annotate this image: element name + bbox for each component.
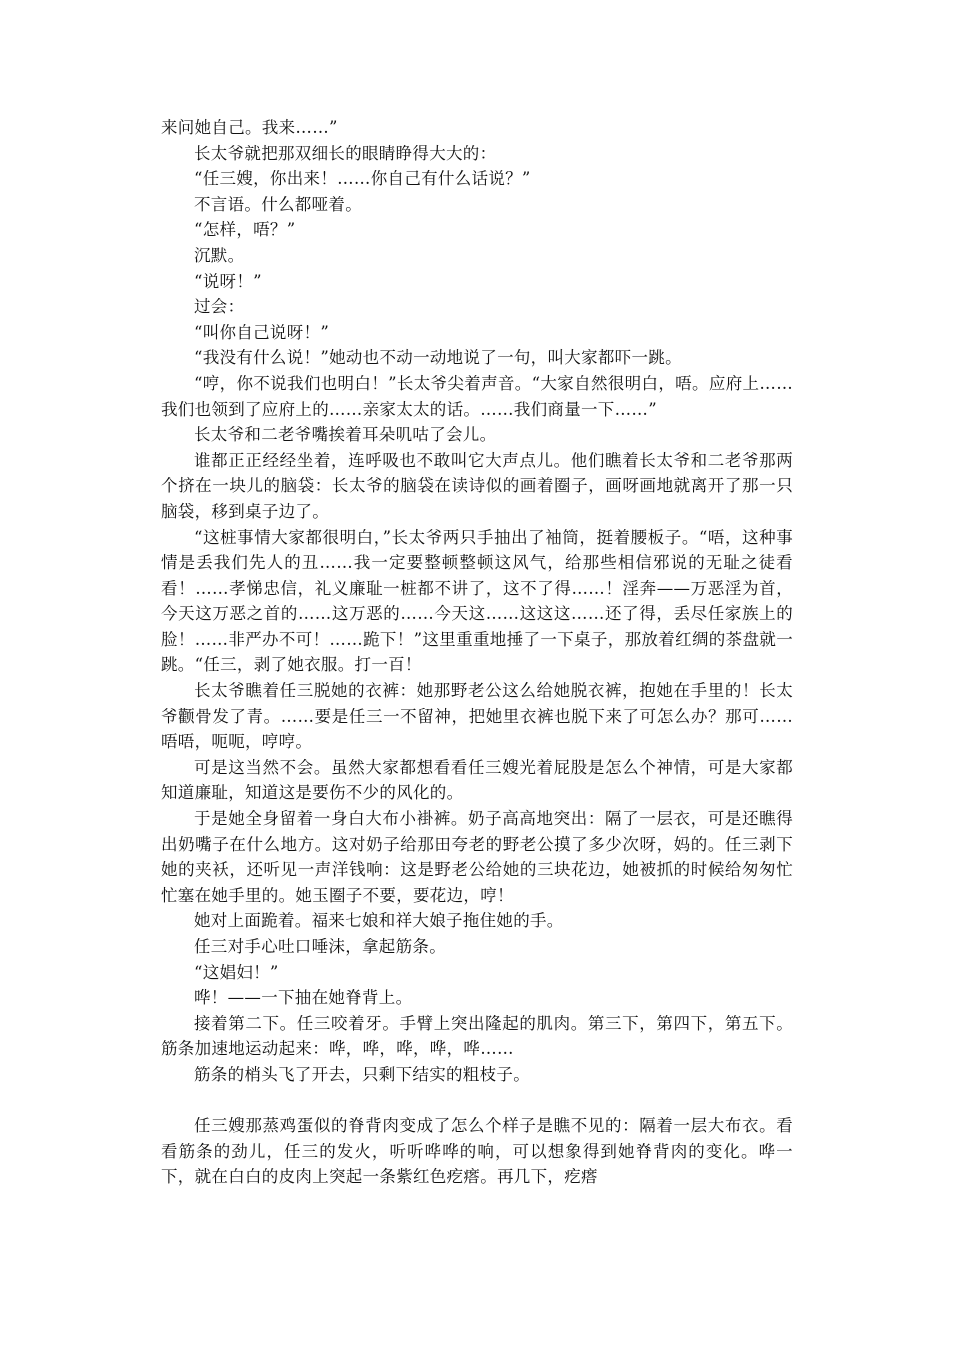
paragraph: 筋条的梢头飞了开去，只剩下结实的粗枝子。 [194, 1064, 530, 1084]
paragraph: 来问她自己。我来……” [161, 118, 338, 137]
paragraph: “叫你自己说呀！” [194, 322, 330, 342]
paragraph: “哼，你不说我们也明白！”长太爷尖着声音。“大家自然很明白，唔。应府上……我们也领到了应府上的……亲家太太的话。……我们商量一下……” [161, 373, 793, 419]
paragraph: “怎样，唔？” [194, 220, 296, 240]
paragraph: 不言语。什么都哑着。 [194, 194, 362, 214]
paragraph: 任三嫂那蒸鸡蛋似的脊背肉变成了怎么个样子是瞧不见的：隔着一层大布衣。看看筋条的劲儿，任三的发火，听听哗哗的响，可以想象得到她脊背肉的变化。哗一下，就在白白的皮肉上突起一条紫红色疙瘩。再几下，疙瘩 [161, 1116, 793, 1187]
paragraph: 接着第二下。任三咬着牙。手臂上突出隆起的肌肉。第三下，第四下，第五下。筋条加速地运动起来：哗，哗，哗，哗，哗…… [161, 1013, 793, 1059]
paragraph: “这娼妇！” [194, 962, 279, 982]
paragraph: 过会： [194, 297, 245, 317]
paragraph: 哗！——一下抽在她脊背上。 [194, 988, 413, 1008]
paragraph: 她对上面跪着。福来七娘和祥大娘子拖住她的手。 [194, 911, 564, 931]
paragraph: “我没有什么说！”她动也不动一动地说了一句，叫大家都吓一跳。 [194, 348, 682, 368]
paragraph: “说呀！” [194, 271, 262, 291]
paragraph: “任三嫂，你出来！……你自己有什么话说？” [194, 169, 531, 189]
blank-line [161, 1088, 793, 1114]
paragraph: “这桩事情大家都很明白，”长太爷两只手抽出了袖筒，挺着腰板子。“唔，这种事情是丢我们先人的丑……我一定要整顿整顿这风气，给那些相信邪说的无耻之徒看看！……孝悌忠信，礼义廉耻一桩都不讲了，这不了得……！淫奔——万恶淫为首，今天这万恶之首的……这万恶的……今天这……这这这……还了得，丢尽任家族上的脸！……非严办不可！……跪下！”这里重重地捶了一下桌子，那放着红绸的茶盘就一跳。“任三，剥了她衣服。打一百！ [161, 527, 793, 675]
paragraph: 可是这当然不会。虽然大家都想看看任三嫂光着屁股是怎么个神情，可是大家都知道廉耻，知道这是要伤不少的风化的。 [161, 757, 793, 803]
document-page [161, 115, 793, 1190]
paragraph: 长太爷就把那双细长的眼睛睁得大大的： [194, 143, 497, 163]
paragraph: 谁都正正经经坐着，连呼吸也不敢叫它大声点儿。他们瞧着长太爷和二老爷那两个挤在一块儿的脑袋：长太爷的脑袋在读诗似的画着圈子，画呀画地就离开了那一只脑袋，移到桌子边了。 [161, 450, 793, 521]
paragraph: 长太爷瞧着任三脱她的衣裤：她那野老公这么给她脱衣裤，抱她在手里的！长太爷颧骨发了青。……要是任三一不留神，把她里衣裤也脱下来了可怎么办？那可……唔唔，呃呃，哼哼。 [161, 681, 793, 752]
paragraph: 于是她全身留着一身白大布小褂裤。奶子高高地突出：隔了一层衣，可是还瞧得出奶嘴子在什么地方。这对奶子给那田夸老的野老公摸了多少次呀，妈的。任三剥下她的夹袄，还听见一声洋钱响：这是野老公给她的三块花边，她被抓的时候给匆匆忙忙塞在她手里的。她玉圈子不要，要花边，哼！ [161, 809, 793, 905]
paragraph: 长太爷和二老爷嘴挨着耳朵叽咕了会儿。 [194, 425, 497, 445]
paragraph: 任三对手心吐口唾沫，拿起筋条。 [194, 937, 446, 956]
paragraph: 沉默。 [194, 245, 245, 265]
